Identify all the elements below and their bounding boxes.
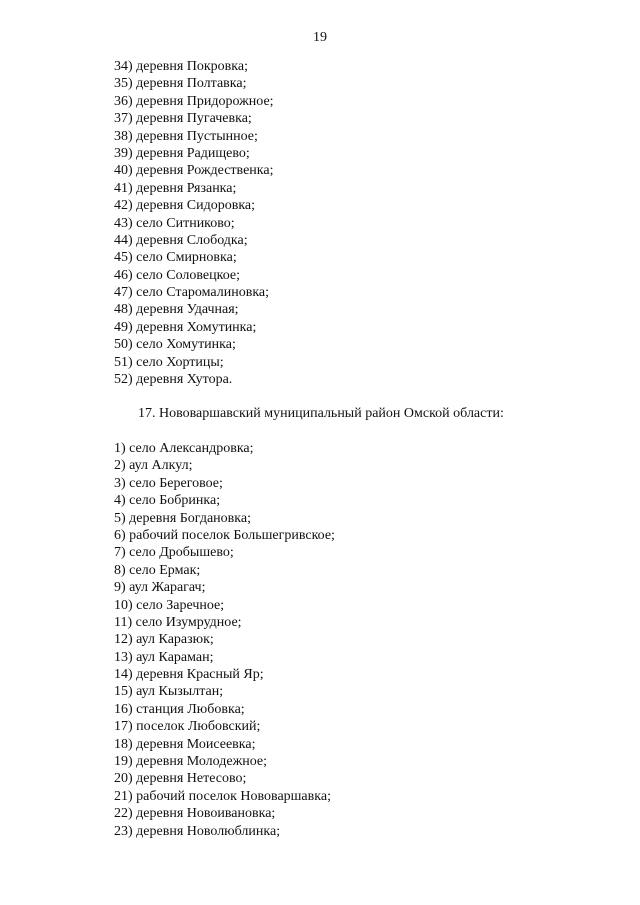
list-item: 10) село Заречное;	[114, 597, 225, 613]
list-item: 36) деревня Придорожное;	[114, 93, 274, 109]
list-item: 6) рабочий поселок Большегривское;	[114, 527, 335, 543]
list-item: 44) деревня Слободка;	[114, 232, 248, 248]
list-item: 35) деревня Полтавка;	[114, 76, 247, 92]
list-item: 34) деревня Покровка;	[114, 59, 248, 74]
list-item: 51) село Хортицы;	[114, 354, 224, 370]
settlement-list-novovarshavsky	[114, 440, 335, 840]
list-item: 17) поселок Любовский;	[114, 719, 261, 735]
list-item: 37) деревня Пугачевка;	[114, 111, 252, 127]
list-item: 38) деревня Пустынное;	[114, 128, 258, 144]
list-item: 3) село Береговое;	[114, 475, 223, 491]
list-item: 40) деревня Рождественка;	[114, 163, 274, 179]
list-item: 39) деревня Радищево;	[114, 145, 250, 161]
list-item: 23) деревня Новолюблинка;	[114, 823, 281, 839]
section-heading: 17. Нововаршавский муниципальный район Омской области:	[138, 406, 504, 421]
list-item: 14) деревня Красный Яр;	[114, 667, 264, 683]
settlement-list-continued	[114, 58, 274, 388]
list-item: 19) деревня Молодежное;	[114, 754, 268, 770]
list-item: 48) деревня Удачная;	[114, 302, 239, 318]
list-item: 9) аул Жарагач;	[114, 580, 206, 596]
list-item: 18) деревня Моисеевка;	[114, 736, 256, 752]
page-number: 19	[313, 30, 327, 45]
list-item: 5) деревня Богдановка;	[114, 510, 251, 526]
list-item: 45) село Смирновка;	[114, 250, 237, 266]
list-item: 41) деревня Рязанка;	[114, 180, 237, 196]
list-item: 49) деревня Хомутинка;	[114, 319, 257, 335]
list-item: 20) деревня Нетесово;	[114, 771, 247, 787]
list-item: 21) рабочий поселок Нововаршавка;	[114, 788, 331, 804]
list-item: 13) аул Караман;	[114, 649, 214, 665]
list-item: 22) деревня Новоивановка;	[114, 806, 276, 822]
list-item: 8) село Ермак;	[114, 562, 201, 578]
list-item: 1) село Александровка;	[114, 441, 254, 456]
list-item: 2) аул Алкул;	[114, 458, 193, 474]
list-item: 15) аул Кызылтан;	[114, 684, 224, 700]
list-item: 11) село Изумрудное;	[114, 614, 242, 630]
list-item: 7) село Дробышево;	[114, 545, 234, 561]
list-item: 46) село Соловецкое;	[114, 267, 240, 283]
list-item: 12) аул Каразюк;	[114, 632, 214, 648]
list-item: 42) деревня Сидоровка;	[114, 198, 256, 214]
list-item: 52) деревня Хутора.	[114, 372, 233, 388]
list-item: 43) село Ситниково;	[114, 215, 235, 231]
list-item: 50) село Хомутинка;	[114, 337, 236, 353]
list-item: 4) село Бобринка;	[114, 493, 221, 509]
list-item: 16) станция Любовка;	[114, 701, 245, 717]
list-item: 47) село Старомалиновка;	[114, 285, 270, 301]
